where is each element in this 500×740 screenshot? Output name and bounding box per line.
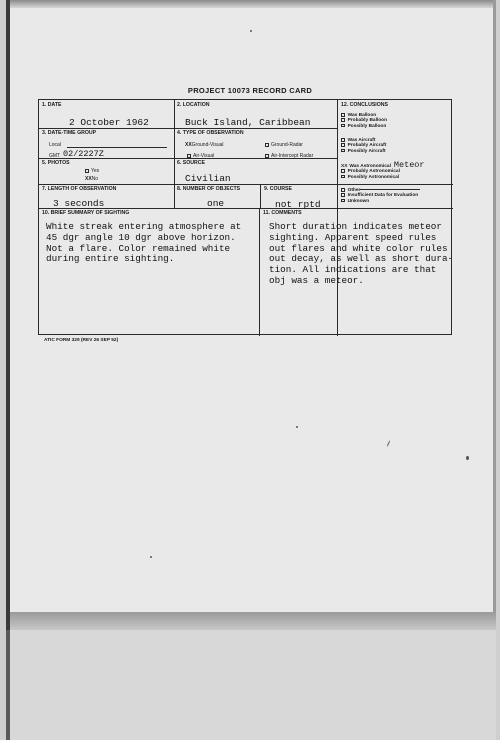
other-line (360, 189, 420, 190)
length-value: 3 seconds (53, 198, 105, 209)
date-label: 1. DATE (42, 102, 62, 108)
checkbox (85, 169, 89, 173)
ground-visual-mark: XX (185, 142, 192, 148)
course-value: not rptd (275, 199, 321, 210)
source-value: Civilian (185, 173, 231, 184)
conclusion-item (341, 124, 453, 129)
type-ground-visual-label: Ground-Visual (191, 142, 224, 148)
divider (337, 100, 338, 336)
divider (260, 184, 261, 208)
scan-speck (296, 426, 298, 428)
conclusion-text: Probably Astronomical (347, 169, 400, 175)
photos-label: 5. PHOTOS (42, 160, 70, 166)
checkbox (341, 193, 345, 197)
card-title: PROJECT 10073 RECORD CARD (187, 86, 313, 95)
type-label: 4. TYPE OF OBSERVATION (177, 130, 244, 136)
form-number: ATIC FORM 329 (REV 26 SEP 52) (44, 338, 119, 343)
location-value: Buck Island, Caribbean (185, 117, 311, 128)
conclusions-aircraft (341, 138, 453, 154)
conclusion-text: Insufficient Data for Evaluation (347, 193, 419, 199)
record-card (38, 99, 452, 335)
type-air-visual (187, 153, 214, 159)
checkbox (265, 154, 269, 158)
checkbox (341, 113, 345, 117)
gmt-value: 02/2227Z (63, 149, 104, 159)
checkbox (187, 154, 191, 158)
scan-top-edge (10, 0, 493, 8)
summary-label: 10. BRIEF SUMMARY OF SIGHTING (42, 210, 130, 216)
dtg-label: 3. DATE-TIME GROUP (42, 130, 97, 136)
conclusion-text: Probably Aircraft (347, 143, 387, 149)
astro-mark: XX (341, 164, 348, 169)
gmt-line (63, 158, 167, 159)
type-air-intercept-label: Air-Intercept Radar (271, 153, 314, 159)
photos-no-mark: XX (85, 176, 92, 182)
checkbox (341, 199, 345, 203)
type-ground-radar-label: Ground-Radar (271, 142, 303, 148)
checkbox (341, 138, 345, 142)
conclusion-item (341, 175, 453, 180)
checkbox (265, 143, 269, 147)
length-label: 7. LENGTH OF OBSERVATION (42, 186, 117, 192)
checkbox (341, 118, 345, 122)
conclusion-text: Other (347, 188, 361, 194)
photos-yes-label: Yes (91, 168, 100, 174)
checkbox (341, 188, 345, 192)
location-label: 2. LOCATION (177, 102, 210, 108)
astro-typed: Meteor (393, 160, 425, 170)
scan-speck (150, 556, 152, 558)
conclusions-balloon (341, 113, 453, 129)
conclusion-text: Unknown (347, 198, 370, 204)
objects-label: 8. NUMBER OF OBJECTS (177, 186, 241, 192)
comments-label: 11. COMMENTS (263, 210, 302, 216)
date-value: 2 October 1962 (69, 117, 149, 128)
photos-no-label: No (91, 176, 99, 182)
conclusion-text: Was Balloon (347, 113, 377, 119)
scan-speck (466, 456, 469, 460)
conclusions-astronomical (341, 160, 453, 180)
scan-fold-edge (6, 612, 496, 630)
conclusion-item (341, 149, 453, 154)
checkbox (341, 149, 345, 153)
scan-speck (250, 30, 252, 32)
conclusion-item (341, 199, 453, 204)
conclusion-text: Was Aircraft (347, 138, 376, 144)
divider (39, 184, 453, 185)
comments-text: Short duration indicates meteor sighting. Apparent speed rules out flares and white color rules out decay, as well as short dura- tion. All indications are that obj was a meteor. (269, 221, 454, 286)
course-label: 9. COURSE (264, 186, 292, 192)
checkbox (341, 169, 345, 173)
local-label: Local (49, 142, 61, 148)
scan-lower-area (6, 630, 496, 740)
photos-yes (85, 168, 99, 174)
gmt-label: GMT (49, 153, 61, 159)
summary-text: White streak entering atmosphere at 45 dgr angle 10 dgr above horizon. Not a flare. Color remained white during entire sighting. (46, 221, 242, 265)
checkbox (341, 124, 345, 128)
checkbox (341, 175, 345, 179)
type-air-intercept (265, 153, 313, 159)
local-line (67, 147, 167, 148)
checkbox (341, 143, 345, 147)
divider (259, 208, 260, 336)
conclusion-text: Possibly Astronomical (347, 174, 400, 180)
objects-value: one (207, 198, 225, 209)
type-ground-radar (265, 142, 303, 148)
conclusion-text: Possibly Balloon (347, 123, 387, 129)
conclusions-other (341, 188, 453, 204)
source-label: 6. SOURCE (177, 160, 205, 166)
divider (39, 128, 337, 129)
photos-no (85, 176, 98, 182)
conclusions-label: 12. CONCLUSIONS (341, 102, 388, 108)
type-ground-visual (185, 142, 224, 148)
type-air-visual-label: Air-Visual (193, 153, 215, 159)
conclusion-text: Probably Balloon (347, 118, 388, 124)
conclusion-text: Was Astronomical (349, 164, 391, 169)
divider (174, 100, 175, 208)
conclusion-text: Possibly Aircraft (347, 148, 386, 154)
